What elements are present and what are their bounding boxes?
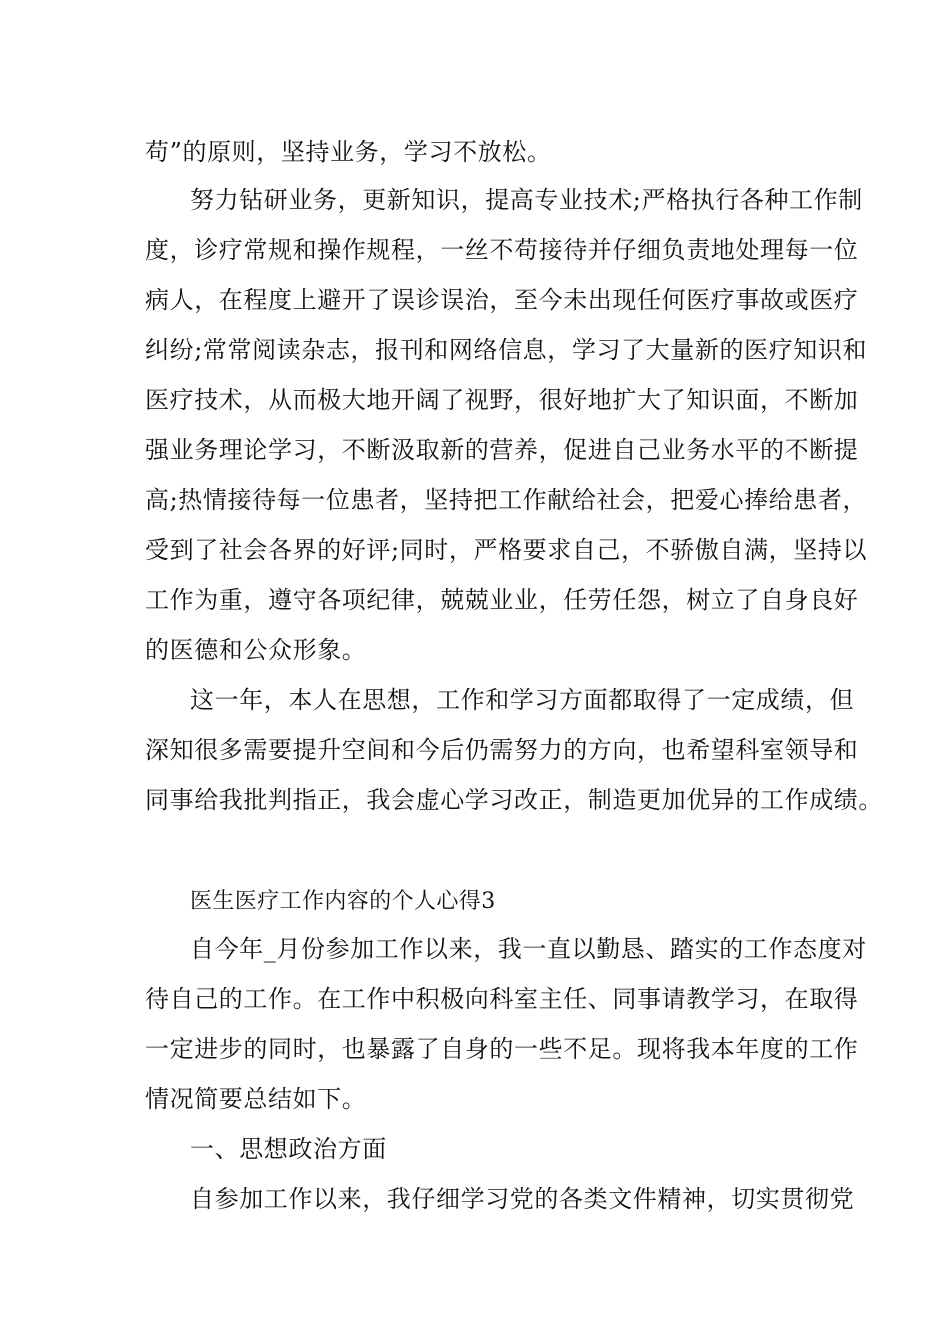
- paragraph-first-line: 自参加工作以来，我仔细学习党的各类文件精神，切实贯彻党: [190, 1185, 855, 1213]
- paragraph-first-line: 这一年，本人在思想，工作和学习方面都取得了一定成绩，但: [190, 686, 855, 714]
- text-line: 的医德和公众形象。: [145, 636, 367, 664]
- text-line: 同事给我批判指正，我会虚心学习改正，制造更加优异的工作成绩。: [145, 786, 883, 814]
- text-line: 高;热情接待每一位患者，坚持把工作献给社会，把爱心捧给患者，: [145, 486, 868, 514]
- text-line: 情况简要总结如下。: [145, 1085, 367, 1113]
- text-line: 苟”的原则，坚持业务，学习不放松。: [145, 138, 552, 166]
- subsection-heading: 一、思想政治方面: [190, 1135, 387, 1163]
- text-line: 待自己的工作。在工作中积极向科室主任、同事请教学习，在取得: [145, 985, 859, 1013]
- text-line: 一定进步的同时，也暴露了自身的一些不足。现将我本年度的工作: [145, 1035, 859, 1063]
- text-line: 度，诊疗常规和操作规程，一丝不苟接待并仔细负责地处理每一位: [145, 236, 859, 264]
- text-line: 工作为重，遵守各项纪律，兢兢业业，任劳任怨，树立了自身良好: [145, 586, 859, 614]
- section-heading: 医生医疗工作内容的个人心得3: [190, 889, 496, 914]
- paragraph-first-line: 自今年_月份参加工作以来，我一直以勤恳、踏实的工作态度对: [190, 935, 867, 963]
- text-line: 纠纷;常常阅读杂志，报刊和网络信息，学习了大量新的医疗知识和: [145, 336, 868, 364]
- text-line: 深知很多需要提升空间和今后仍需努力的方向，也希望科室领导和: [145, 736, 859, 764]
- text-line: 病人，在程度上避开了误诊误治，至今未出现任何医疗事故或医疗: [145, 286, 859, 314]
- text-line: 强业务理论学习，不断汲取新的营养，促进自己业务水平的不断提: [145, 436, 859, 464]
- text-line: 医疗技术，从而极大地开阔了视野，很好地扩大了知识面，不断加: [145, 386, 859, 414]
- paragraph-first-line: 努力钻研业务，更新知识，提高专业技术;严格执行各种工作制: [190, 186, 863, 214]
- text-line: 受到了社会各界的好评;同时，严格要求自己，不骄傲自满，坚持以: [145, 536, 868, 564]
